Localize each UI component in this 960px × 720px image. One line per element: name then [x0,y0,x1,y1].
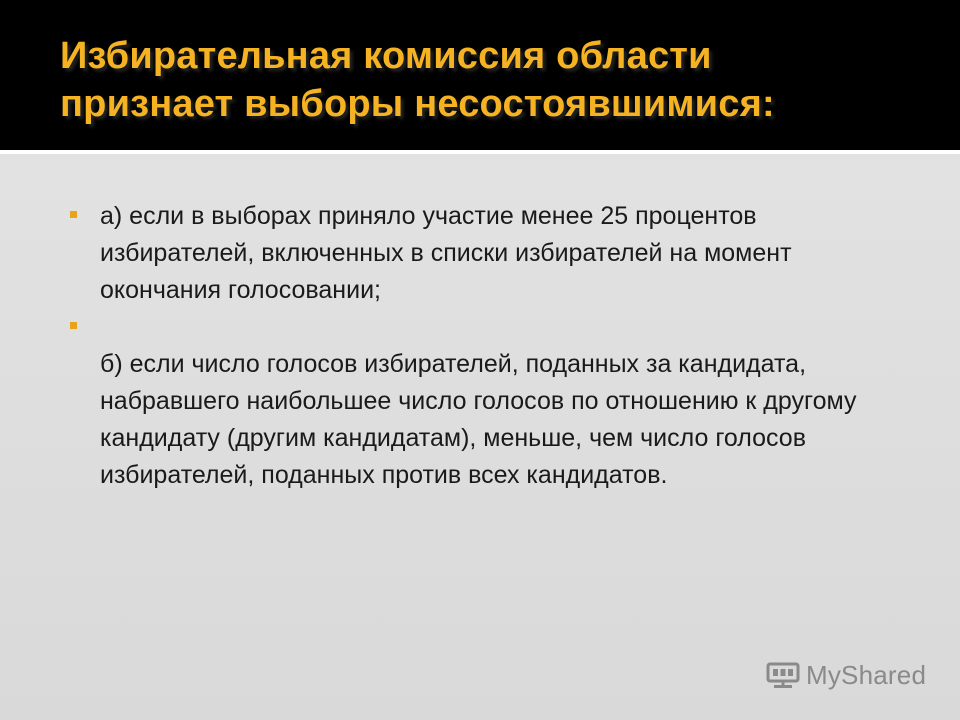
bullet-item-empty [64,309,864,346]
bullet-item-b [64,346,864,494]
square-bullet-icon [70,322,77,329]
slide-header [0,0,960,150]
bullet-text-b: б) если число голосов избирателей, поданных за кандидата, набравшего наибольшее число голосов по отношению к другому кандидату (другим кандидатам), меньше, чем число голосов избирателей, поданных против всех кандидатов. [100,350,857,489]
square-bullet-icon [70,211,77,218]
slide-title [60,32,940,128]
myshared-watermark [766,658,926,692]
presentation-board-icon [766,660,800,690]
slide-body [0,154,960,720]
bullet-text-a: а) если в выборах приняло участие менее 25 процентов избирателей, включенных в списки избирателей на момент окончания голосовании; [100,202,792,304]
bullet-text-empty [100,309,864,346]
slide-title-line-1: Избирательная комиссия области [60,35,712,77]
watermark-text: MyShared [806,659,927,690]
bullet-item-a [64,198,864,309]
slide-title-line-2: признает выборы несостоявшимися: [60,83,775,125]
bullet-list [64,198,864,494]
